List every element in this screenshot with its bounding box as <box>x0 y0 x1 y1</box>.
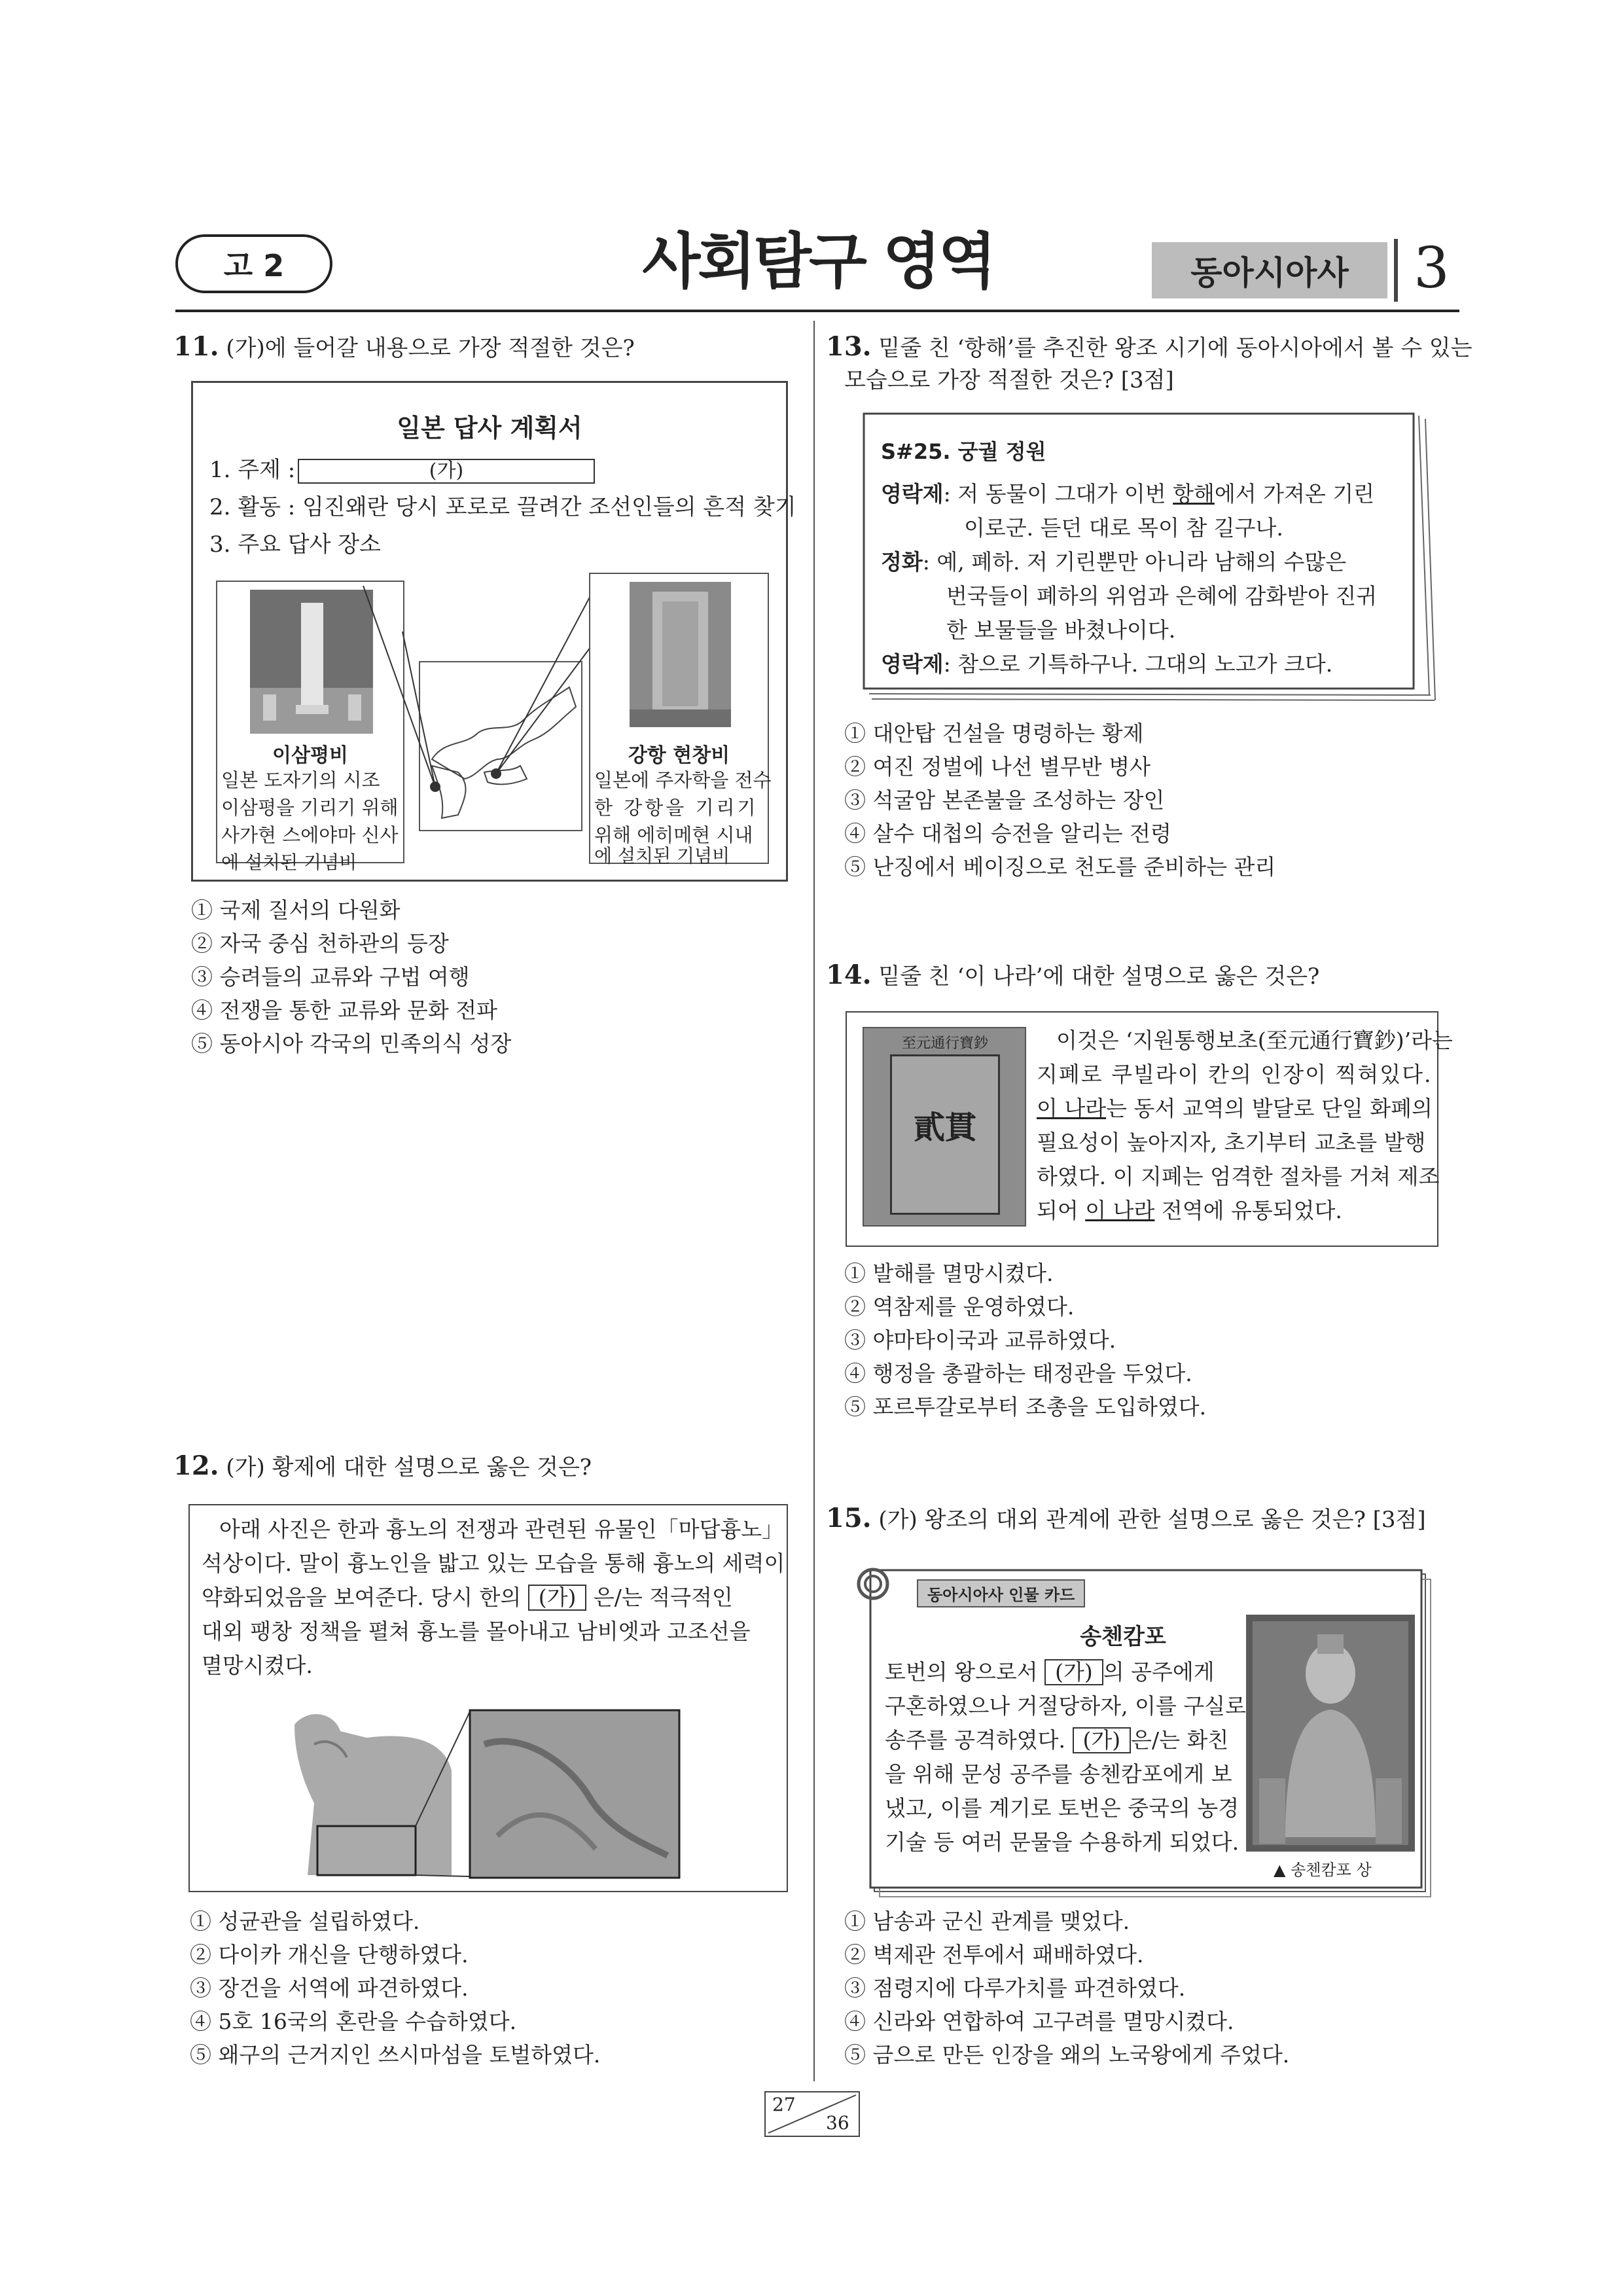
total-pages: 36 <box>826 2112 849 2134</box>
question-text: (가)에 들어갈 내용으로 가장 적절한 것은? <box>226 335 635 361</box>
question-number: 14. <box>826 960 872 990</box>
plan-title: 일본 답사 계획서 <box>397 413 582 442</box>
passage-line: 필요성이 높아지자, 초기부터 교초를 발행 <box>1037 1130 1426 1155</box>
dialogue-line <box>881 648 1332 681</box>
passage-line: 이것은 ‘지원통행보초(至元通行寶鈔)’라는 <box>1056 1028 1453 1053</box>
option-4[interactable]: ④ 신라와 연합하여 고구려를 멸망시켰다. <box>844 2009 1234 2034</box>
question-text: 밑줄 친 ‘이 나라’에 대한 설명으로 옳은 것은? <box>878 963 1320 990</box>
passage-line <box>1037 1194 1342 1227</box>
statue-photo <box>1246 1615 1415 1852</box>
dynasty-blank: (가) <box>1073 1727 1132 1753</box>
option-4[interactable]: ④ 행정을 총괄하는 태정관을 두었다. <box>844 1361 1192 1386</box>
q13-options <box>844 717 1275 884</box>
dialogue-text: : 저 동물이 그대가 이번 <box>943 481 1173 507</box>
dialogue-line <box>881 478 1374 511</box>
passage-text: 약화되었음을 보여준다. 당시 한의 <box>202 1585 522 1610</box>
banknote-value: 貳貫 <box>913 1109 976 1146</box>
passage-text: 되어 <box>1037 1198 1086 1223</box>
monument-photo-right <box>630 582 731 727</box>
option-4[interactable]: ④ 5호 16국의 혼란을 수습하였다. <box>190 2009 517 2034</box>
passage-line <box>1037 1092 1433 1125</box>
option-2[interactable]: ② 역참제를 운영하였다. <box>844 1294 1075 1319</box>
card-line: 기술 등 여러 문물을 수용하게 되었다. <box>885 1829 1240 1855</box>
right-caption-title: 강항 현창비 <box>628 744 730 767</box>
option-3[interactable]: ③ 야마타이국과 교류하였다. <box>844 1327 1116 1353</box>
passage-line: 석상이다. 말이 흉노인을 밟고 있는 모습을 통해 흉노의 세력이 <box>202 1551 785 1576</box>
question-12-stem <box>173 1450 592 1484</box>
subject-separator <box>1394 239 1398 302</box>
dialogue-line <box>881 546 1346 579</box>
underlined-voyage: 항해 <box>1173 481 1215 507</box>
q15-person-card <box>848 1554 1437 1901</box>
option-5[interactable]: ⑤ 난징에서 베이징으로 천도를 준비하는 관리 <box>844 854 1276 880</box>
page-number: 3 <box>1414 236 1450 301</box>
card-line: 냈고, 이를 계기로 토번은 중국의 농경 <box>885 1795 1240 1821</box>
q11-options <box>191 893 511 1060</box>
option-5[interactable]: ⑤ 포르투갈로부터 조총을 도입하였다. <box>844 1394 1207 1420</box>
dialogue-text: : 참으로 기특하구나. 그대의 노고가 크다. <box>943 651 1333 677</box>
option-1[interactable]: ① 대안탑 건설을 명령하는 황제 <box>844 721 1144 746</box>
card-line: 구혼하였으나 거절당하자, 이를 구실로 <box>885 1693 1247 1719</box>
dynasty-blank: (가) <box>1044 1659 1103 1685</box>
passage-text: 전역에 유통되었다. <box>1154 1198 1342 1223</box>
plan-item-3: 3. 주요 답사 장소 <box>209 531 381 558</box>
right-site-panel <box>589 573 772 867</box>
option-2[interactable]: ② 자국 중심 천하관의 등장 <box>191 931 449 956</box>
question-number: 15. <box>826 1503 872 1534</box>
photo-caption: ▲ 송첸캄포 상 <box>1274 1861 1372 1879</box>
question-number: 13. <box>826 331 872 362</box>
option-2[interactable]: ② 여진 정벌에 나선 별무반 병사 <box>844 754 1150 780</box>
card-line <box>885 1724 1228 1757</box>
header-rule <box>175 310 1459 312</box>
horse-statue-photo <box>288 1705 700 1882</box>
banknote-frame <box>890 1054 1000 1215</box>
left-caption-line: 일본 도자기의 시조 <box>221 769 380 791</box>
card-text: 송주를 공격하였다. <box>885 1727 1066 1753</box>
grade-badge: 고 2 <box>175 234 332 293</box>
card-text: 은/는 화친 <box>1131 1727 1229 1753</box>
option-5[interactable]: ⑤ 금으로 만든 인장을 왜의 노국왕에게 주었다. <box>844 2042 1290 2068</box>
dialogue-line: 한 보물들을 바쳤나이다. <box>946 617 1176 643</box>
passage-text: 는 동서 교역의 발달로 단일 화폐의 <box>1106 1096 1433 1121</box>
question-text: (가) 왕조의 대외 관계에 관한 설명으로 옳은 것은? [3점] <box>878 1507 1426 1533</box>
underlined-this-country: 이 나라 <box>1085 1198 1155 1223</box>
topic-blank: (가) <box>298 459 595 484</box>
speaker-yongle: 영락제 <box>881 651 944 677</box>
card-name: 송첸캄포 <box>1080 1624 1166 1650</box>
option-5[interactable]: ⑤ 동아시아 각국의 민족의식 성장 <box>191 1031 512 1056</box>
q11-plan-box <box>191 381 796 882</box>
question-13-stem-line-2: 모습으로 가장 적절한 것은? [3점] <box>844 367 1174 393</box>
option-4[interactable]: ④ 살수 대첩의 승전을 알리는 전령 <box>844 821 1171 846</box>
question-number: 11. <box>173 331 219 362</box>
speaker-zhenghe: 정화 <box>881 549 923 575</box>
passage-line: 멸망시켰다. <box>202 1653 313 1678</box>
speaker-yongle: 영락제 <box>881 481 944 507</box>
q15-options <box>844 1905 1289 2072</box>
card-line <box>885 1656 1215 1689</box>
left-caption-line: 이삼평을 기리기 위해 <box>221 797 399 819</box>
page-indicator <box>764 2091 860 2137</box>
option-3[interactable]: ③ 승려들의 교류와 구법 여행 <box>191 964 470 990</box>
option-4[interactable]: ④ 전쟁을 통한 교류와 문화 전파 <box>191 997 497 1023</box>
underlined-this-country: 이 나라 <box>1037 1096 1107 1121</box>
right-caption-line: 위해 에히메현 시내 <box>594 824 753 846</box>
passage-line: 아래 사진은 한과 흉노의 전쟁과 관련된 유물인「마답흉노」 <box>219 1516 784 1542</box>
left-caption-line: 에 설치된 기념비 <box>221 852 357 873</box>
option-1[interactable]: ① 성균관을 설립하였다. <box>190 1909 420 1934</box>
option-3[interactable]: ③ 장건을 서역에 파견하였다. <box>190 1975 469 2001</box>
question-11-stem <box>173 331 635 365</box>
card-line: 을 위해 문성 공주를 송첸캄포에게 보 <box>885 1761 1232 1787</box>
right-caption-line: 일본에 주자학을 전수 <box>594 769 772 791</box>
card-text: 토번의 왕으로서 <box>885 1659 1038 1685</box>
column-divider <box>813 321 815 2081</box>
passage-text: 은/는 적극적인 <box>593 1585 733 1610</box>
option-2[interactable]: ② 다이카 개신을 단행하였다. <box>190 1942 469 1967</box>
plan-item-2: 2. 활동 : 임진왜란 당시 포로로 끌려간 조선인들의 흔적 찾기 <box>209 494 796 520</box>
question-text: (가) 황제에 대한 설명으로 옳은 것은? <box>226 1454 592 1480</box>
question-text: 밑줄 친 ‘항해’를 추진한 왕조 시기에 동아시아에서 볼 수 있는 <box>878 335 1472 361</box>
page-title: 사회탐구 영역 <box>642 226 994 296</box>
emperor-blank: (가) <box>528 1585 587 1611</box>
banknote-top-text: 至元通行寶鈔 <box>901 1035 988 1052</box>
q12-options <box>190 1905 600 2072</box>
scene-heading: S#25. 궁궐 정원 <box>881 439 1046 464</box>
option-1[interactable]: ① 발해를 멸망시켰다. <box>844 1261 1054 1286</box>
dialogue-text: 에서 가져온 기린 <box>1214 481 1375 507</box>
dialogue-line: 번국들이 폐하의 위엄과 은혜에 감화받아 진귀 <box>946 583 1378 609</box>
plan-item-1-label: 1. 주제 : <box>209 457 296 483</box>
question-15-stem <box>826 1502 1426 1536</box>
passage-line: 대외 팽창 정책을 펼쳐 흉노를 몰아내고 남비엣과 고조선을 <box>202 1619 751 1644</box>
option-1[interactable]: ① 국제 질서의 다원화 <box>191 897 401 923</box>
banknote-image <box>863 1027 1026 1227</box>
dialogue-text: : 예, 폐하. 저 기린뿐만 아니라 남해의 수많은 <box>922 549 1347 575</box>
left-caption-line: 사가현 스에야마 신사 <box>221 824 399 846</box>
option-5[interactable]: ⑤ 왜구의 근거지인 쓰시마섬을 토벌하였다. <box>190 2042 601 2068</box>
option-3[interactable]: ③ 석굴암 본존불을 조성하는 장인 <box>844 787 1165 813</box>
q12-passage-box <box>188 1504 788 1892</box>
passage-line: 하였다. 이 지폐는 엄격한 절차를 거쳐 제조 <box>1037 1164 1440 1189</box>
option-2[interactable]: ② 벽제관 전투에서 패배하였다. <box>844 1942 1144 1967</box>
dialogue-line: 이로군. 듣던 대로 목이 참 길구나. <box>964 515 1283 541</box>
option-1[interactable]: ① 남송과 군신 관계를 맺었다. <box>844 1909 1130 1934</box>
right-caption-line: 한 강항을 기리기 <box>594 797 758 819</box>
left-caption-title: 이삼평비 <box>272 744 348 767</box>
q14-options <box>844 1257 1206 1424</box>
passage-line: 지폐로 쿠빌라이 칸의 인장이 찍혀있다. <box>1037 1062 1433 1087</box>
option-3[interactable]: ③ 점령지에 다루가치를 파견하였다. <box>844 1975 1186 2001</box>
card-text: 의 공주에게 <box>1103 1659 1215 1685</box>
q14-passage-box <box>846 1011 1453 1247</box>
current-page: 27 <box>772 2094 796 2115</box>
q13-script-card <box>863 412 1438 707</box>
right-caption-line: 에 설치된 기념비 <box>594 845 730 867</box>
question-14-stem <box>826 959 1319 993</box>
question-13-stem <box>826 331 1472 365</box>
subject-badge: 동아시아사 <box>1152 242 1387 298</box>
passage-line <box>202 1581 733 1614</box>
card-label: 동아시아사 인물 카드 <box>917 1579 1085 1607</box>
question-number: 12. <box>173 1450 219 1481</box>
